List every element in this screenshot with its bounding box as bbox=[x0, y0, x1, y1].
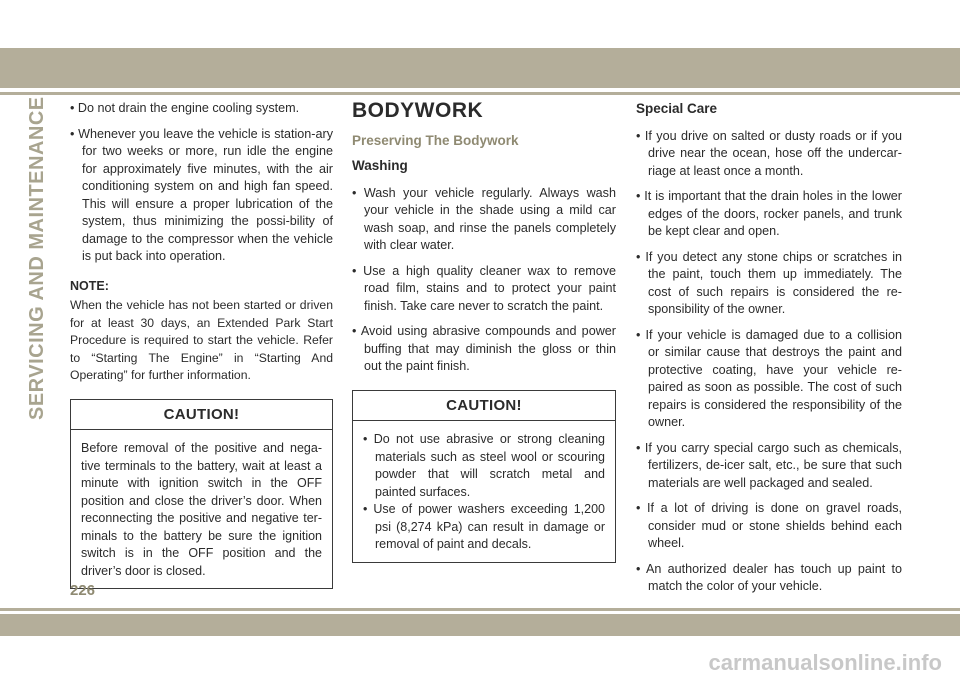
caution-text: Before removal of the positive and nega-tive terminals to the battery, wait at least a minute with ignition switch in the OFF position and close the driver’s door. When reconnecting the positive and negative ter-minals to the battery be sure the ignition switch is in the OFF position and the driver’s door is closed. bbox=[81, 441, 322, 578]
bullet-item: • An authorized dealer has touch up paint to match the color of your vehicle. bbox=[636, 561, 902, 593]
caution-item: • Do not use abrasive or strong cleaning materials such as steel wool or scouring powder that will scratch metal and painted surfaces. bbox=[363, 432, 605, 499]
page-number: 226 bbox=[70, 582, 96, 599]
caution-title: CAUTION! bbox=[353, 391, 615, 422]
header-bar bbox=[0, 48, 960, 88]
bullet-item: • If you carry special cargo such as chemicals, fertilizers, de-icer salt, etc., be sure that such materials are well packaged and sealed. bbox=[636, 440, 902, 490]
column-3 bbox=[636, 100, 902, 604]
side-chapter-title-text: SERVICING AND MAINTENANCE bbox=[26, 96, 48, 420]
note-label: NOTE: bbox=[70, 278, 109, 293]
bullet-item: • Use a high quality cleaner wax to remove road film, stains and to protect your paint finish. Take care never to scratch the paint. bbox=[352, 263, 616, 313]
bullet-item: • Avoid using abrasive compounds and power buffing that may diminish the gloss or thin out the paint finish. bbox=[352, 324, 616, 373]
bullet-item: • If you drive on salted or dusty roads or if you drive near the ocean, hose off the undercar-riage at least once a month. bbox=[636, 128, 902, 178]
bullet-item: • Wash your vehicle regularly. Always wash your vehicle in the shade using a mild car wash soap, and rinse the panels completely with clear water. bbox=[352, 185, 616, 252]
watermark: carmanualsonline.info bbox=[708, 650, 942, 675]
caution-box bbox=[352, 390, 616, 563]
caution-box bbox=[70, 399, 333, 590]
topic-heading: Special Care bbox=[636, 101, 718, 116]
caution-item: • Use of power washers exceeding 1,200 psi (8,274 kPa) can result in damage or removal of paint and decals. bbox=[363, 502, 605, 551]
bullet-item: • If your vehicle is damaged due to a collision or similar cause that destroys the paint and protective coating, have your vehicle re-paired as soon as possible. The cost of such repairs is considered the responsibility of the owner. bbox=[636, 327, 902, 429]
side-chapter-title bbox=[22, 96, 52, 420]
note-text: When the vehicle has not been started or driven for at least 30 days, an Extended Park Start Procedure is required to start the vehicle. Refer to “Starting The Engine” in “Starting And Operating” for further information. bbox=[70, 298, 333, 382]
section-heading: BODYWORK bbox=[352, 99, 484, 122]
footer-rule bbox=[0, 608, 960, 611]
bullet-item: • Do not drain the engine cooling system. bbox=[70, 101, 300, 115]
column-2 bbox=[352, 100, 616, 563]
header-rule bbox=[0, 92, 960, 95]
caution-title: CAUTION! bbox=[71, 400, 332, 431]
bullet-item: • If you detect any stone chips or scratches in the paint, touch them up immediately. The cost of such repairs is considered the re-sponsibility of the owner. bbox=[636, 249, 902, 316]
bullet-item: • Whenever you leave the vehicle is station-ary for two weeks or more, run idle the engine for approximately five minutes, with the air conditioning system on and high fan speed. This will ensure a proper lubrication of the system, thus minimizing the possi-bility of damage to the compressor when the vehicle is put back into operation. bbox=[70, 126, 333, 263]
column-1 bbox=[70, 100, 333, 589]
topic-heading: Washing bbox=[352, 158, 408, 173]
bullet-item: • If a lot of driving is done on gravel roads, consider mud or stone shields behind each wheel. bbox=[636, 501, 902, 550]
subsection-heading: Preserving The Bodywork bbox=[352, 132, 519, 148]
header-band bbox=[0, 0, 960, 52]
bullet-item: • It is important that the drain holes in the lower edges of the doors, rocker panels, and trunk be kept clear and open. bbox=[636, 189, 902, 238]
footer-bar bbox=[0, 614, 960, 636]
caution-list bbox=[353, 421, 615, 554]
